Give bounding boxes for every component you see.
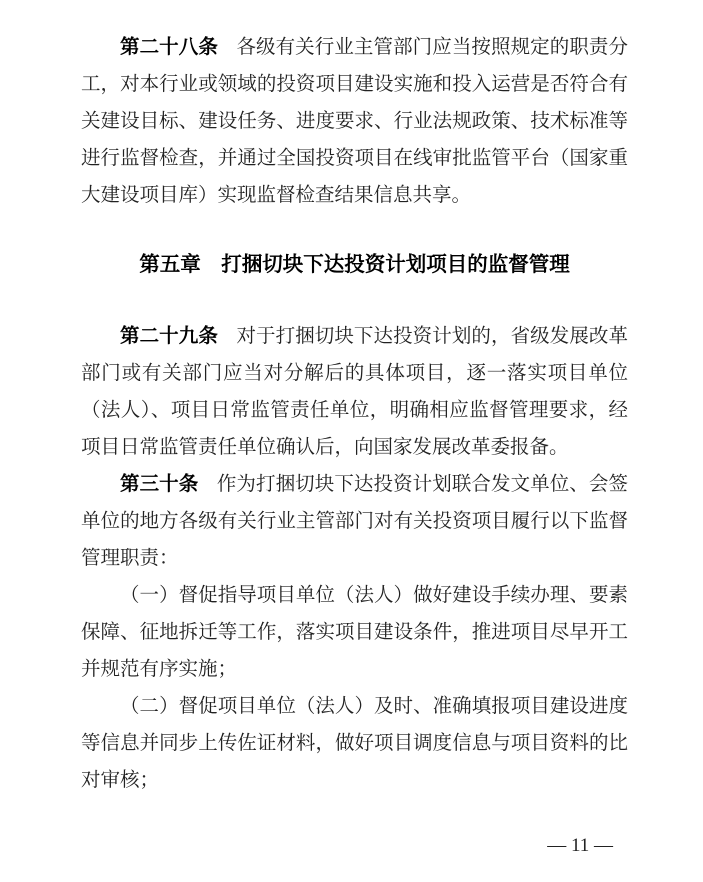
article-29-paragraph bbox=[81, 318, 628, 466]
article-28-text: 各级有关行业主管部门应当按照规定的职责分工，对本行业或领域的投资项目建设实施和投入运营是否符合有关建设目标、建设任务、进度要求、行业法规政策、技术标准等进行监督检查，并通过全国投资项目在线审批监管平台（国家重大建设项目库）实现监督检查结果信息共享。 bbox=[81, 37, 628, 206]
list-item-2 bbox=[81, 688, 628, 799]
chapter-title: 打捆切块下达投资计划项目的监督管理 bbox=[221, 253, 570, 276]
article-28-number: 第二十八条 bbox=[120, 36, 218, 58]
document-body bbox=[81, 29, 628, 799]
article-30-number: 第三十条 bbox=[120, 473, 199, 495]
article-29-text: 对于打捆切块下达投资计划的，省级发展改革部门或有关部门应当对分解后的具体项目，逐一落实项目单位（法人）、项目日常监管责任单位，明确相应监督管理要求，经项目日常监管责任单位确认后，向国家发展改革委报备。 bbox=[81, 326, 628, 458]
chapter-heading bbox=[81, 246, 628, 283]
list-item-1-text: （一）督促指导项目单位（法人）做好建设手续办理、要素保障、征地拆迁等工作，落实项目建设条件，推进项目尽早开工并规范有序实施； bbox=[81, 585, 628, 680]
page-number: — 11 — bbox=[547, 835, 613, 856]
chapter-label: 第五章 bbox=[139, 253, 201, 276]
article-30-paragraph bbox=[81, 466, 628, 577]
article-29-number: 第二十九条 bbox=[120, 325, 218, 347]
article-28-paragraph bbox=[81, 29, 628, 214]
list-item-2-text: （二）督促项目单位（法人）及时、准确填报项目建设进度等信息并同步上传佐证材料，做好项目调度信息与项目资料的比对审核； bbox=[81, 696, 628, 791]
article-30-text: 作为打捆切块下达投资计划联合发文单位、会签单位的地方各级有关行业主管部门对有关投资项目履行以下监督管理职责： bbox=[81, 474, 628, 569]
list-item-1 bbox=[81, 577, 628, 688]
